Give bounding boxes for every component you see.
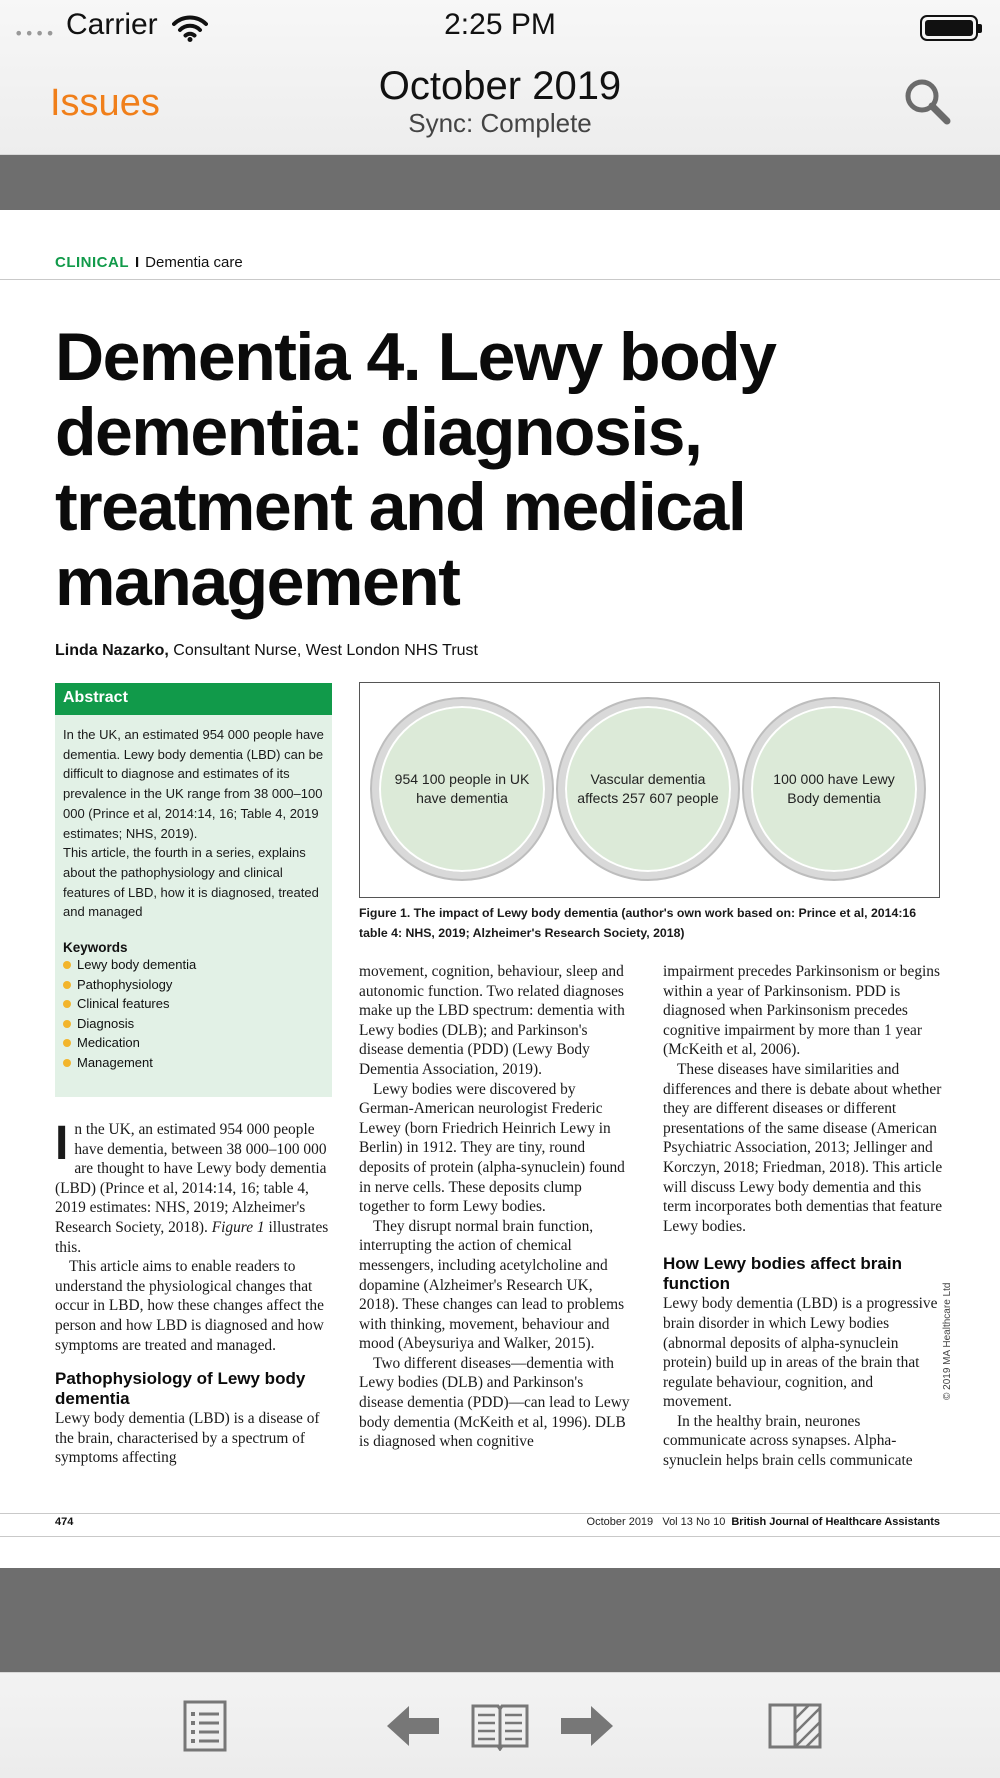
carrier-label: Carrier [66,8,158,41]
page-layout-button[interactable] [765,1697,825,1755]
footer-issue [587,1516,940,1528]
article-paragraph: They disrupt normal brain function, interrupting the action of chemical messengers, including acetylcholine and dopamine (Alzheimer's Research UK, 2018). These changes can lead to problems with thinking, movement, behaviour and mood (Abeysuriya and Walker, 2015). [359,1217,625,1353]
issue-info: October 2019 Vol 13 No 10 [586,1516,726,1528]
subsection-label: Dementia care [145,254,243,271]
issues-back-button[interactable]: Issues [50,82,160,124]
signal-strength-icon: •••• [14,24,56,43]
battery-icon [920,15,978,41]
page-layout-icon [768,1703,822,1749]
arrow-left-icon [385,1704,441,1748]
keyword-item: Pathophysiology [63,975,324,995]
byline [55,642,478,660]
article-paragraph: impairment precedes Parkinsonism or begins within a year of Parkinsonism. PDD is diagnosed when Parkinsonism precedes cognitive impairment by more than 1 year (McKeith et al, 2006). [663,963,940,1059]
keyword-item: Medication [63,1033,324,1053]
section-separator: I [135,254,140,271]
keywords-list [55,955,332,1073]
magazine-page[interactable] [0,210,1000,1568]
article-column-2 [359,962,631,1452]
table-of-contents-icon [183,1700,227,1752]
author-name: Linda Nazarko, [55,642,169,659]
figure-circle [744,699,924,879]
figure-1 [359,682,940,898]
top-bar [0,0,1000,155]
section-label: CLINICAL [55,254,129,271]
article-paragraph: This article aims to enable readers to understand the physiological changes that occur in LBD, how these changes affect the person and how LBD is diagnosed and how symptoms are treated and managed. [55,1258,324,1354]
keyword-item: Diagnosis [63,1014,324,1034]
figure-circle [558,699,738,879]
previous-page-button[interactable] [383,1697,443,1755]
header-divider [0,279,1000,280]
article-paragraph: Lewy body dementia (LBD) is a disease of the brain, characterised by a spectrum of symptoms affecting [55,1410,320,1467]
article-paragraph: Lewy bodies were discovered by German-American neurologist Frederic Lewey (born Friedrich Heinrich Lewy in Berlin) in 1912. They are tiny, round deposits of protein (alpha-synuclein) found in nerve cells. These deposits clump together to form Lewy bodies. [359,1080,625,1216]
author-role: Consultant Nurse, West London NHS Trust [173,642,478,659]
footer-divider [0,1513,1000,1514]
status-time: 2:25 PM [444,8,556,41]
article-paragraph: movement, cognition, behaviour, sleep and autonomic function. Two related diagnoses make up the LBD spectrum: dementia with Lewy bodies (DLB); and Parkinson's disease dementia (PDD) (Lewy Body Dementia Association, 2019). [359,963,625,1078]
figure-caption: Figure 1. The impact of Lewy body dementia (author's own work based on: Prince et al, 2014:16 table 4: NHS, 2019; Alzheimer's Research Society, 2018) [359,906,917,940]
abstract-body [55,715,332,922]
article-paragraph: Lewy body dementia (LBD) is a progressive brain disorder in which Lewy bodies (abnormal deposits of alpha-synuclein protein) build up in areas of the brain that regulate behaviour, cognition, and movement. [663,1295,938,1411]
arrow-right-icon [559,1704,615,1748]
figure-reference: Figure 1 [211,1218,265,1236]
journal-name: British Journal of Healthcare Assistants [731,1516,940,1528]
article-paragraph: These diseases have similarities and differences and there is debate about whether they are different diseases or different presentations of the same disease (American Psychiatric Association, 2013; Jellinger and Korczyn, 2018; Friedman, 2018). This article will discuss Lewy body dementia and this term incorporates both dementias that feature Lewy bodies. [663,1060,943,1235]
article-column-1 [55,1117,333,1468]
footer-divider [0,1536,1000,1537]
article-headline: Dementia 4. Lewy body dementia: diagnosis, treatment and medical management [55,319,776,620]
article-paragraph: In the UK, an estimated 954 000 people have dementia, between 38 000–100 000 are thought to have Lewy body dementia (LBD) (Prince et al, 2014:14, 16; table 4, 2019 estimates: NHS, 2019; Alzheimer's Research Society, 2018). Figure 1 illustrates this. [55,1117,329,1256]
keyword-item: Lewy body dementia [63,955,324,975]
page-gutter-top [0,155,1000,210]
figure-circle-text: Vascular dementia affects 257 607 people [577,770,719,806]
status-bar [0,6,1000,46]
abstract-paragraph: In the UK, an estimated 954 000 people have dementia. Lewy body dementia (LBD) can be difficult to diagnose and estimates of its prevalence in the UK range from 38 000–100 000 (Prince et al, 2014:14, 16; Table 4, 2019 estimates; NHS, 2019). [63,727,324,841]
section-heading: How Lewy bodies affect brain function [663,1254,902,1294]
issue-title: October 2019 [378,64,622,108]
abstract-box [55,683,332,1097]
abstract-heading: Abstract [55,683,332,715]
table-of-contents-button[interactable] [175,1697,235,1755]
next-page-button[interactable] [557,1697,617,1755]
section-tag [55,254,243,271]
keyword-item: Management [63,1053,324,1073]
article-paragraph: Two different diseases—dementia with Lewy bodies (DLB) and Parkinson's disease dementia (PDD)—can lead to Lewy body dementia (McKeith et al, 1996). DLB is diagnosed when cognitive [359,1354,630,1451]
page-view-button[interactable] [470,1697,530,1755]
figure-circle [372,699,552,879]
section-heading: Pathophysiology of Lewy body dementia [55,1369,306,1409]
open-book-icon [470,1701,530,1751]
keywords-heading: Keywords [63,940,128,956]
page-gutter-bottom [0,1568,1000,1672]
drop-cap: I [55,1117,69,1170]
article-column-3 [663,962,943,1471]
copyright-notice: © 2019 MA Healthcare Ltd [942,1282,953,1400]
figure-circle-text: 100 000 have Lewy Body dementia [773,770,895,806]
keyword-item: Clinical features [63,994,324,1014]
page-number: 474 [55,1516,74,1528]
abstract-paragraph: This article, the fourth in a series, explains about the pathophysiology and clinical features of LBD, how it is diagnosed, treated and managed [63,845,319,920]
sync-status: Sync: Complete [408,108,592,138]
search-icon[interactable] [902,76,952,126]
bottom-toolbar [0,1672,1000,1778]
figure-circle-text: 954 100 people in UK have dementia [394,770,530,806]
article-paragraph: In the healthy brain, neurones communicate across synapses. Alpha-synuclein helps brain cells communicate [663,1412,913,1470]
